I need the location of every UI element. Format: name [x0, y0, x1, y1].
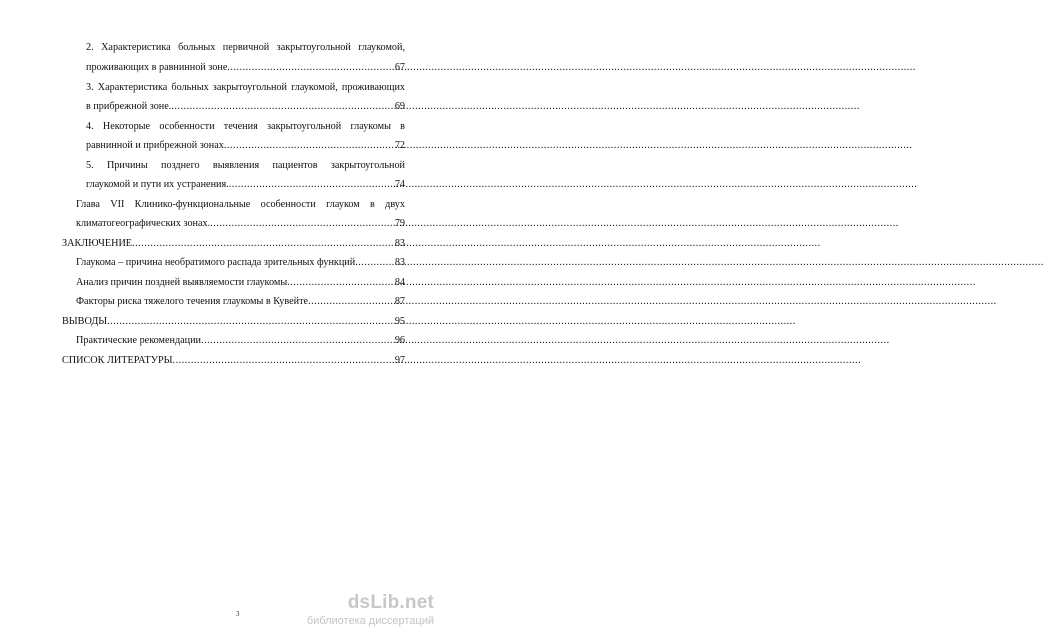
toc-entry-line1: 3. Характеристика больных закрытоугольной глаукомой, проживающих [86, 82, 405, 93]
toc-section-title: ВЫВОДЫ [62, 316, 108, 327]
toc-entry[interactable] [76, 335, 405, 347]
toc-entry[interactable] [86, 101, 405, 113]
toc-entry-text [86, 42, 405, 54]
dot-leader [308, 296, 394, 308]
toc-subsection-title: Факторы риска тяжелого течения глаукомы в Кувейте [76, 296, 309, 307]
toc-entry-text [86, 160, 405, 172]
toc-entry-line1: 5. Причины позднего выявления пациентов закрытоугольной [86, 160, 405, 171]
toc-entry[interactable] [62, 355, 405, 367]
toc-page-number: 97 [394, 355, 405, 366]
toc-entry-line2: проживающих в равнинной зоне [86, 62, 228, 73]
dot-leader [107, 316, 394, 328]
watermark-subtitle: библиотека диссертаций [306, 615, 434, 627]
toc-entry[interactable] [62, 238, 405, 250]
dot-leader [132, 238, 394, 250]
toc-entry[interactable] [76, 296, 405, 308]
toc-section-title: СПИСОК ЛИТЕРАТУРЫ [62, 355, 173, 366]
toc-chapter-line2: климатогеографических зонах. [76, 218, 211, 229]
dot-leader [355, 257, 394, 269]
toc-entry[interactable] [86, 140, 405, 152]
page-number: 3 [236, 610, 240, 618]
toc-subsection-title: Анализ причин поздней выявляемости глаукомы [76, 277, 288, 288]
dot-leader [227, 62, 393, 74]
toc-page-number: 79 [394, 218, 405, 229]
dot-leader [201, 335, 394, 347]
document-page [0, 0, 450, 637]
toc-page-number: 96 [394, 335, 405, 346]
toc-page-number: 67 [394, 62, 405, 73]
toc-entry[interactable] [76, 218, 405, 230]
toc-entry[interactable] [76, 257, 405, 269]
toc-page-number: 83 [394, 238, 405, 249]
watermark [280, 592, 440, 632]
toc-page-number: 87 [394, 296, 405, 307]
toc-page-number: 72 [394, 140, 405, 151]
toc-entry[interactable] [76, 277, 405, 289]
toc-page-number: 84 [394, 277, 405, 288]
dot-leader [287, 277, 394, 289]
toc-entry-line1: 2. Характеристика больных первичной закрытоугольной глаукомой, [86, 42, 405, 53]
watermark-logo: dsLib.net [347, 592, 434, 613]
toc-section-title: ЗАКЛЮЧЕНИЕ [62, 238, 133, 249]
toc-entry-line1: 4. Некоторые особенности течения закрытоугольной глаукомы в [86, 121, 405, 132]
toc-subsection-title: Практические рекомендации [76, 335, 202, 346]
toc-page-number: 69 [394, 101, 405, 112]
toc-entry-text [86, 82, 405, 94]
dot-leader [173, 355, 394, 367]
toc-subsection-title: Глаукома – причина необратимого распада зрительных функций [76, 257, 356, 268]
toc-entry[interactable] [62, 316, 405, 328]
toc-page-number: 95 [394, 316, 405, 327]
toc-entry[interactable] [86, 62, 405, 74]
toc-chapter-line1: Глава VII Клинико-функциональные особенности глауком в двух [76, 199, 405, 210]
dot-leader [210, 218, 394, 230]
toc-entry[interactable] [86, 179, 405, 191]
toc-entry-text [86, 121, 405, 133]
dot-leader [171, 101, 393, 113]
toc-page-number: 83 [394, 257, 405, 268]
toc-page-number: 74 [394, 179, 405, 190]
toc-entry-line2: равнинной и прибрежной зонах [86, 140, 224, 151]
toc-entry-line2: в прибрежной зоне. [86, 101, 172, 112]
dot-leader [224, 140, 394, 152]
dot-leader [229, 179, 394, 191]
toc-entry-line2: глаукомой и пути их устранения. [86, 179, 229, 190]
toc-entry-text [76, 199, 405, 211]
